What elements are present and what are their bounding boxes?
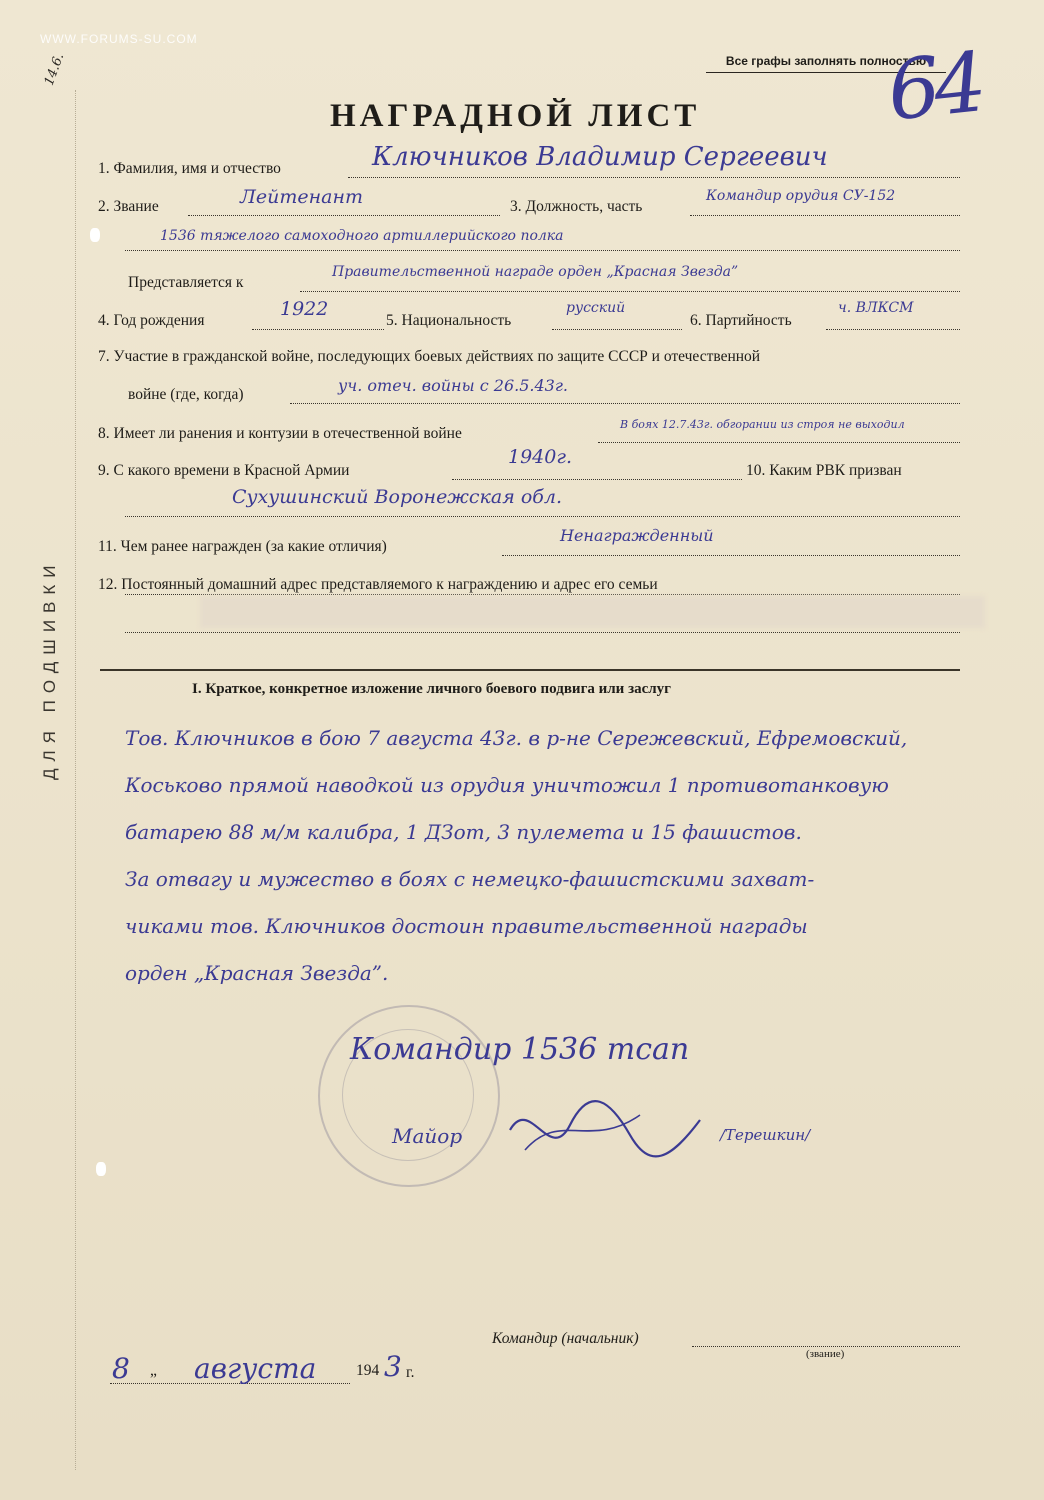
date-year-digit: 3	[384, 1350, 402, 1383]
date-month: августа	[194, 1352, 317, 1385]
field-12-line-2	[125, 632, 960, 633]
field-5-value: русский	[566, 300, 626, 316]
field-4-value: 1922	[280, 298, 329, 320]
field-7-label: 7. Участие в гражданской войне, последующих боевых действиях по защите СССР и отечественной	[98, 348, 761, 365]
handwritten-page-number: 64	[883, 35, 986, 140]
field-8-line	[598, 442, 960, 443]
date-year-suffix: г.	[406, 1364, 415, 1381]
document-title: НАГРАДНОЙ ЛИСТ	[330, 98, 701, 134]
signer-rank: Майор	[392, 1124, 463, 1148]
field-12-label: 12. Постоянный домашний адрес представляемого к награждению и адрес его семьи	[98, 576, 658, 593]
binding-hole	[96, 1162, 106, 1176]
date-year-prefix: 194	[356, 1362, 380, 1379]
presented-for-value: Правительственной награде орден „Красная Звезда”	[332, 264, 739, 280]
binding-hole	[90, 228, 100, 242]
field-3-line	[690, 215, 960, 216]
field-4-line	[252, 329, 384, 330]
presented-for-label: Представляется к	[128, 274, 244, 291]
merit-line: чиками тов. Ключников достоин правительственной награды	[125, 914, 808, 938]
field-3-value: Командир орудия СУ-152	[706, 188, 896, 204]
field-9-line	[452, 479, 742, 480]
field-3-continuation-line	[125, 250, 960, 251]
field-10-line	[125, 516, 960, 517]
field-8-label: 8. Имеет ли ранения и контузии в отечественной войне	[98, 425, 462, 442]
field-11-label: 11. Чем ранее награжден (за какие отличия)	[98, 538, 387, 555]
date-day: 8	[112, 1352, 130, 1385]
signature-mark	[500, 1090, 720, 1170]
signer-name: /Терешкин/	[720, 1126, 811, 1144]
section-divider	[100, 669, 960, 671]
merit-line: батарею 88 м/м калибра, 1 ДЗот, 3 пулемета и 15 фашистов.	[125, 820, 802, 844]
field-5-label: 5. Национальность	[386, 312, 512, 329]
field-10-value: Сухушинский Воронежская обл.	[232, 486, 563, 508]
field-6-value: ч. ВЛКСМ	[838, 300, 914, 316]
field-6-label: 6. Партийность	[690, 312, 792, 329]
merit-line: Коськово прямой наводкой из орудия уничтожил 1 противотанковую	[125, 773, 889, 797]
merit-line: За отвагу и мужество в боях с немецко-фашистскими захват-	[125, 867, 815, 891]
binding-margin-line	[75, 90, 76, 1470]
field-3-value-continued: 1536 тяжелого самоходного артиллерийского полка	[160, 228, 564, 244]
field-7-value: уч. отеч. войны с 26.5.43г.	[338, 376, 568, 395]
field-1-line	[348, 177, 960, 178]
date-quote: „	[150, 1362, 157, 1379]
footer-commander-label: Командир (начальник)	[492, 1330, 639, 1347]
binding-margin-label: ДЛЯ ПОДШИВКИ	[40, 558, 59, 780]
archive-mark: 14.6.	[41, 51, 68, 88]
merit-line: Тов. Ключников в бою 7 августа 43г. в р-не Сережевский, Ефремовский,	[125, 726, 908, 750]
field-11-value: Ненагражденный	[560, 526, 714, 545]
presented-for-line	[300, 291, 960, 292]
field-8-value: В боях 12.7.43г. обгорании из строя не выходил	[620, 418, 905, 431]
field-4-label: 4. Год рождения	[98, 312, 205, 329]
redacted-address	[200, 596, 985, 628]
field-1-value: Ключников Владимир Сергеевич	[372, 142, 828, 172]
field-10-label: 10. Каким РВК призван	[746, 462, 902, 479]
field-5-line	[552, 329, 682, 330]
field-2-value: Лейтенант	[240, 186, 363, 208]
field-3-label: 3. Должность, часть	[510, 198, 643, 215]
field-12-line	[125, 594, 960, 595]
field-9-value: 1940г.	[508, 446, 572, 468]
field-7-label-continued: войне (где, когда)	[128, 386, 244, 403]
footer-rank-caption: (звание)	[806, 1348, 845, 1360]
field-1-label: 1. Фамилия, имя и отчество	[98, 160, 281, 177]
commander-signature-title: Командир 1536 тсап	[350, 1032, 690, 1067]
field-9-label: 9. С какого времени в Красной Армии	[98, 462, 350, 479]
section-1-title: I. Краткое, конкретное изложение личного боевого подвига или заслуг	[192, 681, 671, 697]
field-6-line	[826, 329, 960, 330]
merit-line: орден „Красная Звезда”.	[125, 961, 389, 985]
field-2-line	[188, 215, 500, 216]
field-11-line	[502, 555, 960, 556]
field-7-line	[290, 403, 960, 404]
header-note: Все графы заполнять полностью	[706, 54, 946, 73]
watermark: WWW.FORUMS-SU.COM	[40, 32, 198, 46]
footer-commander-line	[692, 1346, 960, 1347]
merit-description	[125, 715, 1005, 997]
field-2-label: 2. Звание	[98, 198, 159, 215]
